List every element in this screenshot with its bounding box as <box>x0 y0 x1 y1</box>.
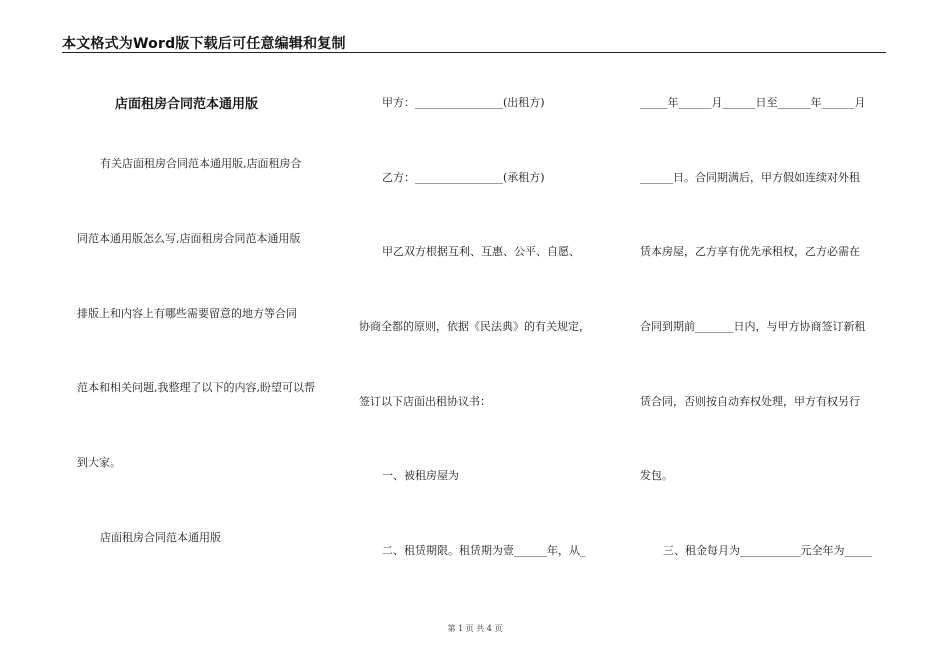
col2-line-7: 二、租赁期限。租赁期为壹______年，从_ <box>382 544 586 557</box>
col2-line-1: 甲方：________________(出租方) <box>382 96 545 109</box>
col1-line-3: 排版上和内容上有哪些需要留意的地方等合同 <box>77 307 297 320</box>
col3-line-2: ______日。合同期满后，甲方假如连续对外租 <box>640 171 860 184</box>
header-rule <box>62 52 886 53</box>
col1-line-6: 店面租房合同范本通用版 <box>100 531 221 544</box>
col2-line-4: 协商全都的原则，依据《民法典》的有关规定， <box>359 320 590 333</box>
col3-line-7: 三、租金每月为___________元全年为_____ <box>663 544 872 557</box>
col3-line-3: 赁本房屋，乙方享有优先承租权，乙方必需在 <box>640 245 860 258</box>
col2-line-3: 甲乙双方根据互利、互惠、公平、自愿、 <box>382 245 580 258</box>
col2-line-2: 乙方：________________(承租方) <box>382 171 545 184</box>
col2-line-6: 一、被租房屋为 <box>382 469 459 482</box>
page-footer: 第 1 页 共 4 页 <box>447 624 503 633</box>
document-title: 店面租房合同范本通用版 <box>115 97 259 112</box>
col1-line-4: 范本和相关问题,我整理了以下的内容,盼望可以帮 <box>77 381 315 394</box>
col3-line-5: 赁合同，否则按自动弃权处理，甲方有权另行 <box>640 395 860 408</box>
col1-line-2: 同范本通用版怎么写,店面租房合同范本通用版 <box>77 232 301 245</box>
page-header: 本文格式为Word版下载后可任意编辑和复制 <box>62 36 346 52</box>
col1-line-1: 有关店面租房合同范本通用版,店面租房合 <box>100 157 302 170</box>
col3-line-4: 合同到期前_______日内，与甲方协商签订新租 <box>640 320 866 333</box>
col3-line-6: 发包。 <box>640 469 673 482</box>
col3-line-1: _____年______月______日至______年______月 <box>640 96 866 109</box>
col2-line-5: 签订以下店面出租协议书： <box>359 395 491 408</box>
col1-line-5: 到大家。 <box>77 456 121 469</box>
